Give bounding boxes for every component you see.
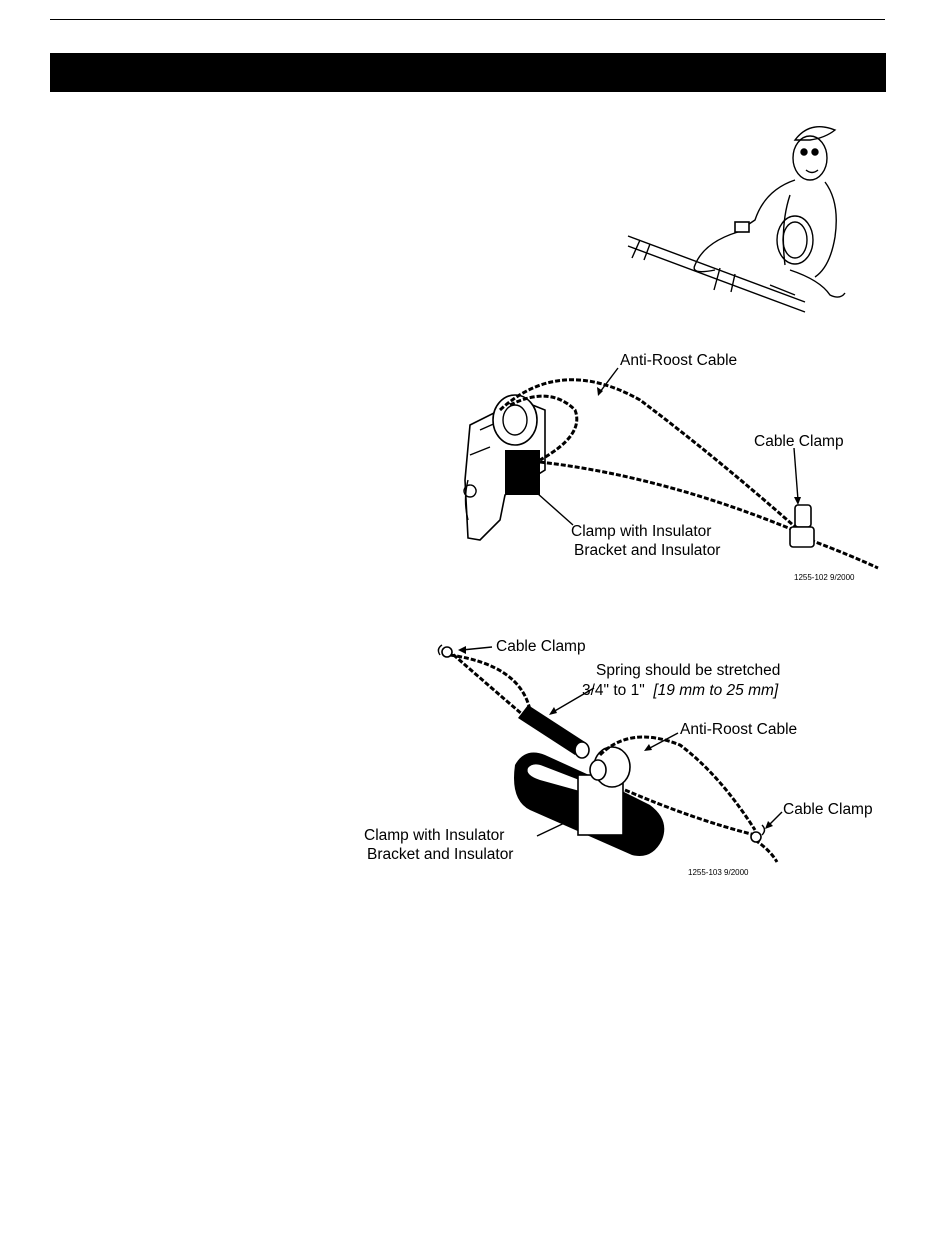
figure1-clamp-label-line1: Clamp with Insulator — [571, 523, 712, 540]
figure2-cable-clamp-left-label: Cable Clamp — [496, 638, 586, 655]
figure2-clamp-label-line1: Clamp with Insulator — [364, 827, 505, 844]
figure1-anti-roost-label: Anti-Roost Cable — [620, 352, 738, 369]
figure2-clamp-label-line2: Bracket and Insulator — [367, 846, 514, 863]
figure2-code: 1255-103 9/2000 — [688, 868, 749, 877]
figure2-spring-imperial: 3/4" to 1" — [582, 682, 645, 699]
figure1-code: 1255-102 9/2000 — [794, 573, 855, 582]
figure1-clamp-label-line2: Bracket and Insulator — [574, 542, 721, 559]
figure2-spring-label-line1: Spring should be stretched — [596, 662, 781, 679]
figure2-left-cable-clamp — [442, 647, 452, 657]
figure2-spring-label-line2 — [582, 682, 778, 700]
figure2-anti-roost-label: Anti-Roost Cable — [680, 721, 798, 738]
figure2-cable-clamp-right-label: Cable Clamp — [783, 801, 873, 818]
figure2-right-cable-clamp — [751, 832, 761, 842]
figure2-spring-metric: [19 mm to 25 mm] — [653, 682, 779, 699]
figure1-cable-clamp-label: Cable Clamp — [754, 433, 844, 450]
